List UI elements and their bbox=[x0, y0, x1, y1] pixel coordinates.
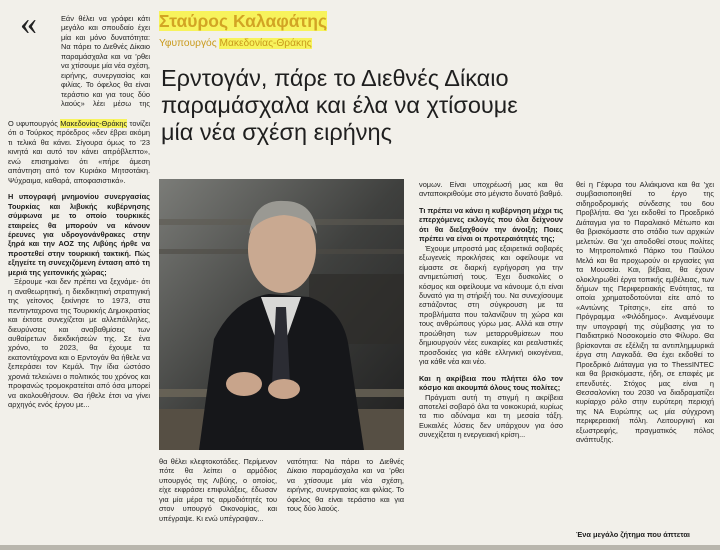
article-headline bbox=[161, 65, 711, 146]
under-photo-column-b bbox=[287, 457, 404, 550]
author-role-highlight: Μακεδονίας-Θράκης bbox=[219, 38, 312, 49]
headline-line-1: Ερντογάν, πάρε το Διεθνές Δίκαιο bbox=[161, 65, 509, 91]
headline-line-2: παραμάσχαλα και έλα να χτίσουμε bbox=[161, 92, 518, 118]
highlight-role: Μακεδονίας-Θράκης bbox=[60, 119, 128, 128]
interview-answer-2: Έχουμε μπροστά μας εξαιρετικά σοβαρές εξωγενείς προκλήσεις και οφείλουμε να είμαστε σε διαρκή εγρήγορση για την αντιμετώπισή τους. Έχει δυσκολίες ο κόσμος και οφείλουμε να κάνουμε ό,τι είναι δυνατό για τη στήριξή του. Να συνεχίσουμε εστιάζοντας στη σύγκρουση με τα προβλήματα που ταλανίζουν τη χώρα και τους ανθρώπους γύρω μας. Αλλά και στην προώθηση των μεταρρυθμίσεων που δημιουργούν νέες ευκαιρίες και ρεαλιστικές προσδοκίες για κάθε ελληνική οικογένεια, για κάθε νέα και νέο. bbox=[419, 243, 563, 367]
portrait-photo-illustration bbox=[159, 179, 404, 450]
interview-question-1: Η υπογραφή μνημονίου συνεργασίας Τουρκίας και λιβυκής κυβέρνησης σύμφωνα με το οποίο τουρκικές εταιρείες θα μπορούν να κάνουν έρευνες για υδρογονάνθρακες στην ξηρά και την ΑΟΖ της Λιβύης ήρθε να προστεθεί στην τουρκική τακτική. Πώς εξηγείτε τη συνεχιζόμενη ένταση από τη μεριά της γειτονικής χώρας; bbox=[8, 192, 150, 277]
interview-question-4: Ένα μεγάλο ζήτημα που άπτεται bbox=[576, 530, 690, 539]
author-role-prefix: Υφυπουργός bbox=[159, 38, 220, 49]
right-column-bottom bbox=[576, 530, 714, 542]
under-photo-column-a bbox=[159, 457, 277, 550]
author-name-text: Σταύρος Καλαφάτης bbox=[159, 11, 328, 31]
author-name bbox=[159, 11, 327, 32]
portrait-photo bbox=[159, 179, 404, 450]
under-photo-text-a: θα θέλει κλεφτοκοτάδες. Περίμενον πότε θα λείπει ο αρμόδιος υπουργός της Λιβύης, ο οποίος, είχε εκφράσει επιφυλάξεις, έδωσαν για μία μέρα τις αρμοδιότητές του στον υπουργό Οικονομίας, και υπέγραψε. Κι ενώ υπέγραψαν... bbox=[159, 457, 277, 523]
left-paragraph-2: Ο υφυπουργός Μακεδονίας-Θράκης τονίζει ότι ο Τούρκος πρόεδρος «δεν έβρει ακόμη τι τελικά θα κάνει. Σίγουρα όμως το ’23 κινητά και αυτό τον κάνει απρόβλεπτο», ενώ επισημαίνει ότι «πήρε άμεση απάντηση από τον Κυριάκο Μητσοτάκη. Ψύχραιμα, καθαρά, αποφασιστικά». bbox=[8, 119, 150, 185]
interview-question-2: Τι πρέπει να κάνει η κυβέρνηση μέχρι τις επερχόμενες εκλογές που όλα δείχνουν ότι θα διεξαχθούν την άνοιξη; Ποιες πρέπει να είναι οι προτεραιότητές της; bbox=[419, 205, 563, 244]
middle-paragraph-0: νομων. Είναι υποχρέωσή μας και θα ανταποκριθούμε στο μέγιστο δυνατό βαθμό. bbox=[419, 180, 563, 199]
right-paragraph-1: θεί η Γέφυρα του Αλιάκμονα και θα ’χει συμβασιοποιηθεί το έργο της σιδηροδρομικής σύνδεσης του 6ου Προβλήτα. Θα ’χει εκδοθεί το Προεδρικό Διάταγμα για το Παραλιακό Μέτωπο και θα βρισκόμαστε στο στάδιο των αρχικών μελετών. Θα ’χει αποδοθεί στους πολίτες το Μητροπολιτικό Πάρκο του Παύλου Μελά και θα προχωρούν οι εργασίες για τα Μουσεία. Και, βέβαια, θα έχουν ολοκληρωθεί έργα τοπικής εμβέλειας, των δήμων της Περιφερειακής Ενότητας, τα οποία χρηματοδοτούνται είτε από το «Αντώνης Τρίτσης», είτε από το Πρόγραμμα «Φιλόδημος». Αναμένουμε την υπογραφή της σύμβασης για το Παιδιατρικό Νοσοκομείο στο Φίλυρο. Θα βρίσκονται σε εξέλιξη τα αντιπλημμυρικά έργα στη Λαγκαδά. Θα έχει εκδοθεί το Προεδρικό Διάταγμα για το ThessINTEC και θα βρισκόμαστε, ήδη, σε επαφές με επενδυτές. Στόχος μας είναι η Θεσσαλονίκη του 2030 να διαδραματίζει κυρίαρχο ρόλο στην ευρύτερη περιοχή της ΝΑ Ευρώπης ως μία σύγχρονη περιφερειακή πόλη. Λειτουργική και εξωστρεφής, πραγματικός πόλος ανάπτυξης. bbox=[576, 180, 714, 445]
middle-column bbox=[419, 180, 563, 550]
bottom-edge bbox=[0, 545, 720, 550]
right-column bbox=[576, 180, 714, 525]
left-column bbox=[61, 14, 150, 110]
under-photo-text-b: νατότητα: Να πάρει το Διεθνές Δίκαιο παραμάσχαλα και να ’ρθει να χτίσουμε μία νέα σχέση, ειρήνης, συνεργασίας και φιλίας. Το όφελος θα είναι τεράστιο και για τους δύο λαούς. bbox=[287, 457, 404, 514]
interview-answer-1: Ξέρουμε -και δεν πρέπει να ξεχνάμε- ότι η αναθεωρητική, η διεκδικητική στρατηγική της γείτονος ξεκίνησε το 1973, στα πεντηνταχρονα της Τουρκικής Δημοκρατίας και έκτοτε συνεχίζεται με αλλεπάλληλες, διευρύνσεις και αναβαθμίσεις των αυθαίρετων διεκδικήσεών της. Σε ένα χρόνο, το 2023, θα έχουμε τα εκατοντάχρονα και ο Ερντογάν θα ήθελε να ξεπεράσει τον Κεμάλ. Την ίδια ώστόσο χρονιά τελειώνει ο πολιτικός του χρόνος και προφανώς τρομοκρατείται από όσα μπορεί να ακολουθήσουν. Θα ήθελε έτσι να γίνει αρχηγός ενός έργου με... bbox=[8, 277, 150, 410]
interview-question-3: Και η ακρίβεια που πλήττει όλο τον κόσμο και ακουμπά όλους τους πολίτες; bbox=[419, 373, 563, 393]
headline-line-3: μία νέα σχέση ειρήνης bbox=[161, 119, 392, 145]
author-role bbox=[159, 38, 312, 49]
left-column-lower bbox=[8, 119, 150, 550]
intro-paragraph: Εάν θέλει να γράφει κάτι μεγάλο και σπουδαίο έχει μία και μόνο δυνατότητα: Να πάρει το Διεθνές Δίκαιο παραμάσχαλα και να ’ρθει να χτίσουμε μία νέα σχέση, ειρήνης, συνεργασίας και φιλίας. Το όφελος θα είναι τεράστιο και για τους δύο λαούς» λέει μέσω της bbox=[61, 14, 150, 110]
interview-answer-3: Πράγματι αυτή τη στιγμή η ακρίβεια αποτελεί σοβαρό όλα τα νοικοκυριά, κυρίως τα πιο αδύναμα και τη μεσαία τάξη. Ευκαιλές λύσεις δεν υπάρχουν για όσο συνεχίζεται η ενεργειακή κρίση... bbox=[419, 392, 563, 440]
opening-quote-mark: « bbox=[20, 5, 37, 42]
